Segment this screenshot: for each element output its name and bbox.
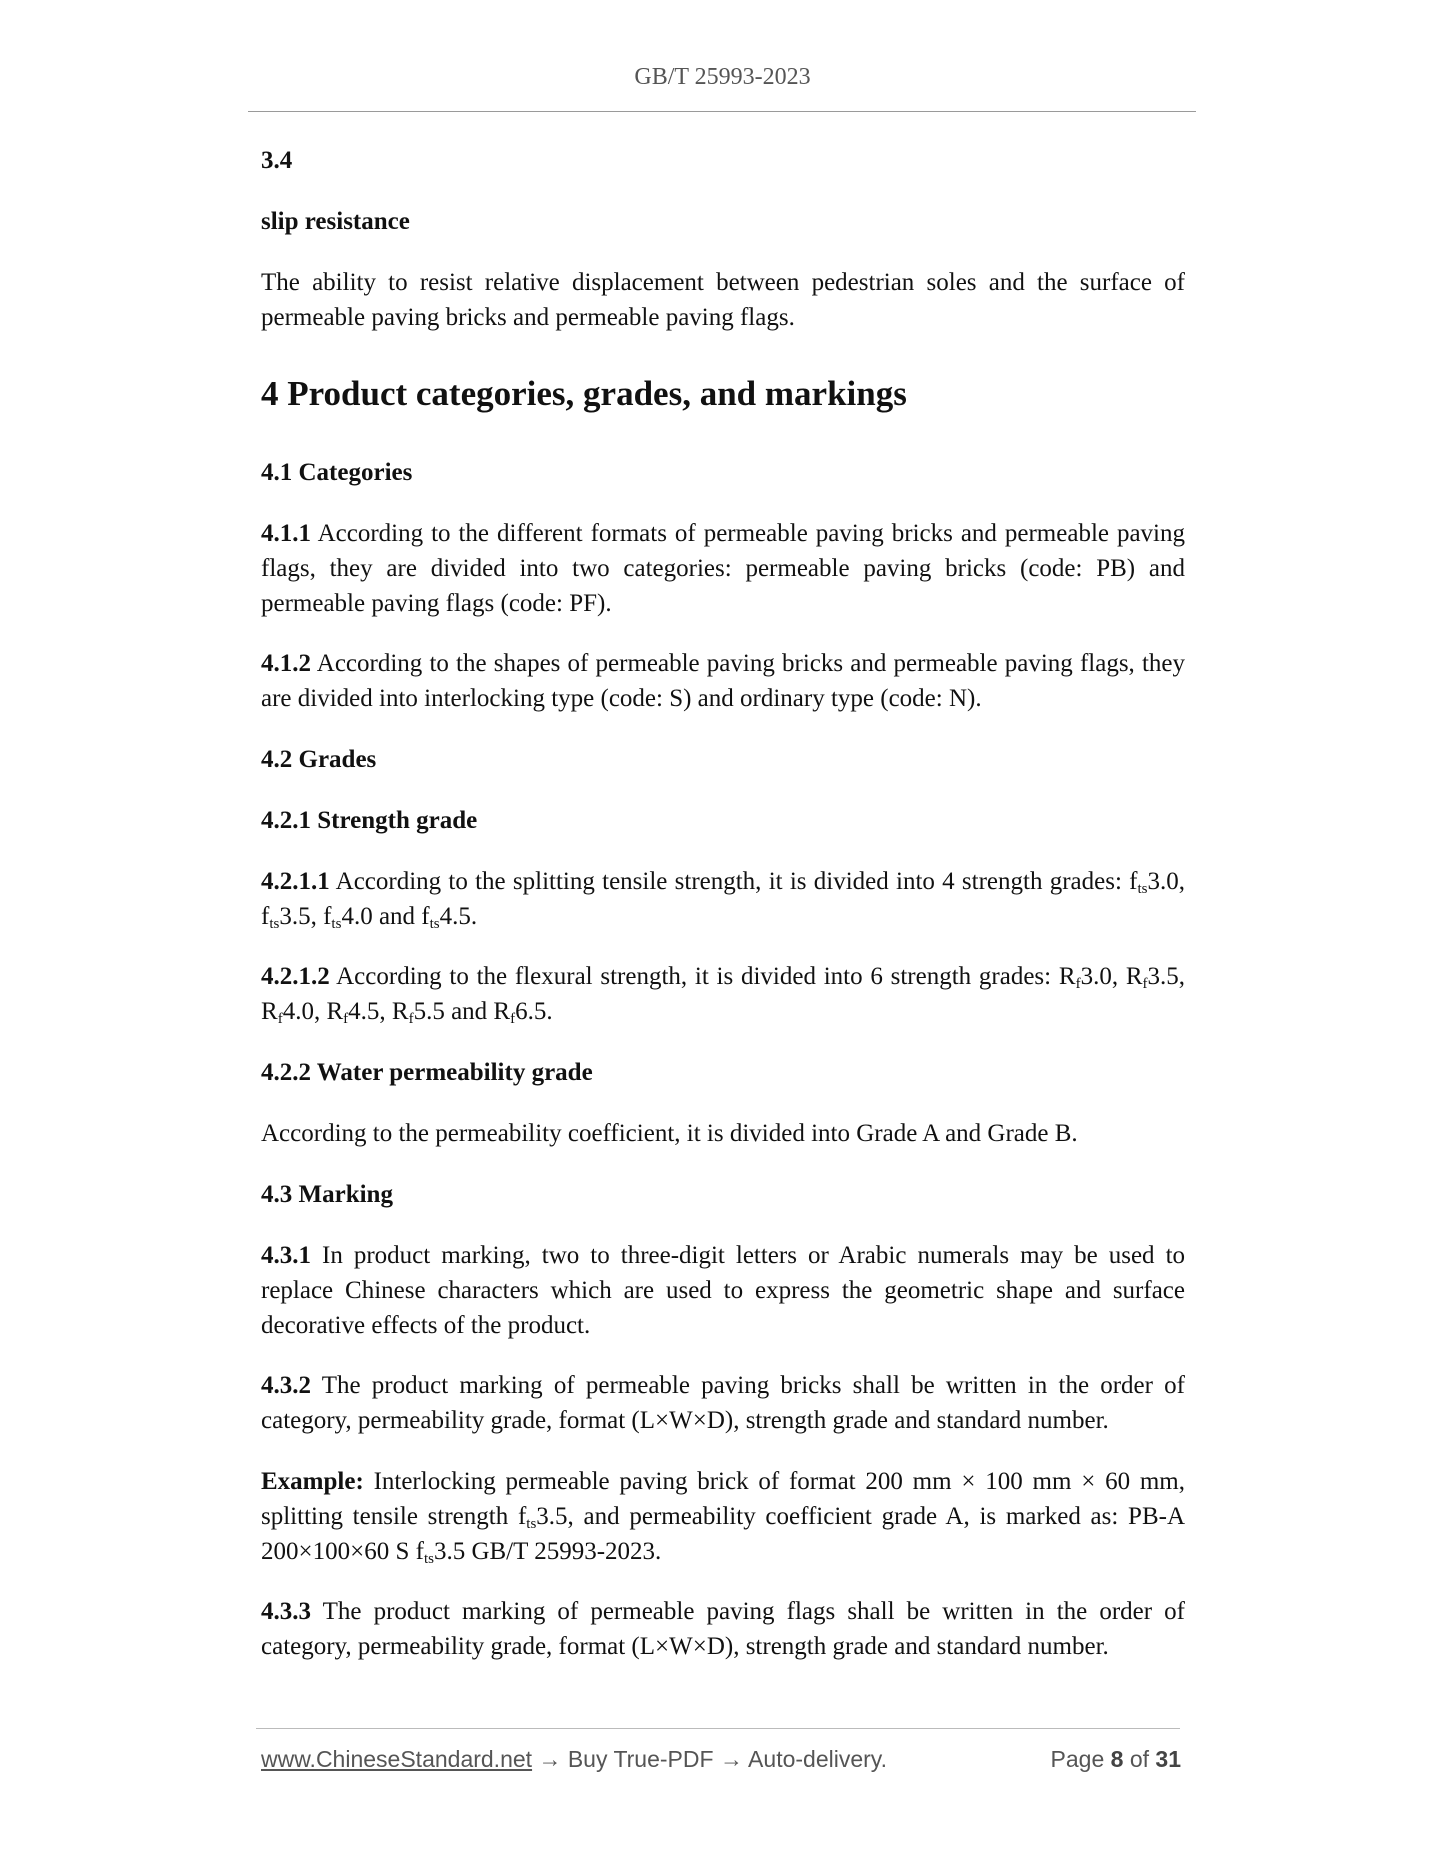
example-paragraph: Example: Interlocking permeable paving brick of format 200 mm × 100 mm × 60 mm, splitting tensile strength $f_{ts}3.5$, and permeability coefficient grade A, is marked as: PB-A 200×100×60 S $f_{ts}3.5$ GB/T 25993-2023. bbox=[261, 1468, 1186, 1567]
paragraph-4-3-1 bbox=[261, 1238, 1185, 1343]
subsection-heading-4-2: 4.2 Grades bbox=[261, 746, 377, 773]
grade-rf-3-0: $R_f3.0$ bbox=[1058, 963, 1112, 992]
term-definition: The ability to resist relative displacement between pedestrian soles and the surface of permeable paving bricks and permeable paving flags. bbox=[261, 269, 1185, 331]
example-label: Example: bbox=[261, 1468, 364, 1495]
clause-text: According to the flexural strength, it is divided into 6 strength grades: bbox=[336, 963, 1052, 990]
header-standard-number: GB/T 25993-2023 bbox=[634, 64, 811, 90]
subsection-heading-4-2-2: 4.2.2 Water permeability grade bbox=[261, 1059, 593, 1086]
subsection-heading-4-2-1: 4.2.1 Strength grade bbox=[261, 807, 478, 834]
grade-fts-3-5: $f_{ts}3.5$ bbox=[261, 903, 311, 932]
paragraph-4-2-1-2: 4.2.1.2 According to the flexural strength, it is divided into 6 strength grades: $R_f3.0$, $R_f3.5$, $R_f4.0$, $R_f4.5$, $R_f5.5$ and $R_f6.5$. bbox=[261, 963, 1186, 1027]
clause-number: 4.3.1 bbox=[261, 1242, 311, 1269]
current-page-number: 8 bbox=[1110, 1746, 1124, 1772]
clause-number-3-4: 3.4 bbox=[261, 147, 293, 174]
clause-text: According to the shapes of permeable paving bricks and permeable paving flags, they are divided into interlocking type (code: S) and ordinary type (code: N). bbox=[261, 650, 1185, 712]
clause-number: 4.2.1.2 bbox=[261, 963, 330, 990]
header-divider bbox=[248, 111, 1196, 112]
footer bbox=[261, 1746, 1181, 1780]
clause-text: The product marking of permeable paving bricks shall be written in the order of category, permeability grade, format (L×W×D), strength grade and standard number. bbox=[261, 1372, 1185, 1434]
clause-number: 4.3.2 bbox=[261, 1372, 311, 1399]
term-title: slip resistance bbox=[261, 208, 410, 235]
total-pages-number: 31 bbox=[1155, 1746, 1181, 1772]
paragraph-4-2-1-1: 4.2.1.1 According to the splitting tensile strength, it is divided into 4 strength grades: $f_{ts}3.0$, $f_{ts}3.5$, $f_{ts}4.0$ and $f_{ts}4.5$. bbox=[261, 868, 1186, 932]
clause-text: According to the different formats of permeable paving bricks and permeable paving flags, they are divided into two categories: permeable paving bricks (code: PB) and permeable paving flags (code: PF). bbox=[261, 520, 1185, 617]
clause-text: In product marking, two to three-digit letters or Arabic numerals may be used to replace Chinese characters which are used to express the geometric shape and surface decorative effects of the product. bbox=[261, 1242, 1186, 1339]
grade-rf-6-5: $R_f6.5$ bbox=[493, 998, 547, 1027]
clause-number: 4.1.1 bbox=[261, 520, 311, 547]
website-link[interactable]: www.ChineseStandard.net bbox=[261, 1746, 533, 1772]
paragraph-4-3-3 bbox=[261, 1594, 1185, 1664]
footer-promo-text: → Buy True-PDF → Auto-delivery. bbox=[538, 1746, 887, 1772]
clause-text: The product marking of permeable paving flags shall be written in the order of category, permeability grade, format (L×W×D), strength grade and standard number. bbox=[261, 1598, 1185, 1660]
subsection-heading-4-1: 4.1 Categories bbox=[261, 459, 413, 486]
grade-rf-5-5: $R_f5.5$ bbox=[391, 998, 445, 1027]
subsection-heading-4-3: 4.3 Marking bbox=[261, 1181, 393, 1208]
footer-divider bbox=[256, 1728, 1180, 1729]
grade-fts-3-0: $f_{ts}3.0$ bbox=[1129, 868, 1179, 897]
footer-promo bbox=[261, 1746, 887, 1773]
grade-fts-4-5: $f_{ts}4.5$ bbox=[421, 903, 471, 932]
paragraph-4-1-2 bbox=[261, 646, 1185, 716]
page-indicator: Page 8 of 31 bbox=[1050, 1746, 1181, 1772]
grade-rf-3-5: $R_f3.5$ bbox=[1125, 963, 1179, 992]
grade-rf-4-5: $R_f4.5$ bbox=[326, 998, 380, 1027]
clause-text: According to the splitting tensile strength, it is divided into 4 strength grades: bbox=[335, 868, 1122, 895]
paragraph-4-3-2 bbox=[261, 1368, 1185, 1438]
clause-number: 4.2.1.1 bbox=[261, 868, 330, 895]
paragraph-4-2-2: According to the permeability coefficient, it is divided into Grade A and Grade B. bbox=[261, 1120, 1078, 1147]
section-heading-4: 4 Product categories, grades, and markings bbox=[261, 374, 907, 413]
grade-fts-4-0: $f_{ts}4.0$ bbox=[323, 903, 373, 932]
grade-rf-4-0: $R_f4.0$ bbox=[261, 998, 314, 1027]
clause-number: 4.1.2 bbox=[261, 650, 311, 677]
paragraph-4-1-1 bbox=[261, 516, 1185, 621]
clause-number: 4.3.3 bbox=[261, 1598, 311, 1625]
